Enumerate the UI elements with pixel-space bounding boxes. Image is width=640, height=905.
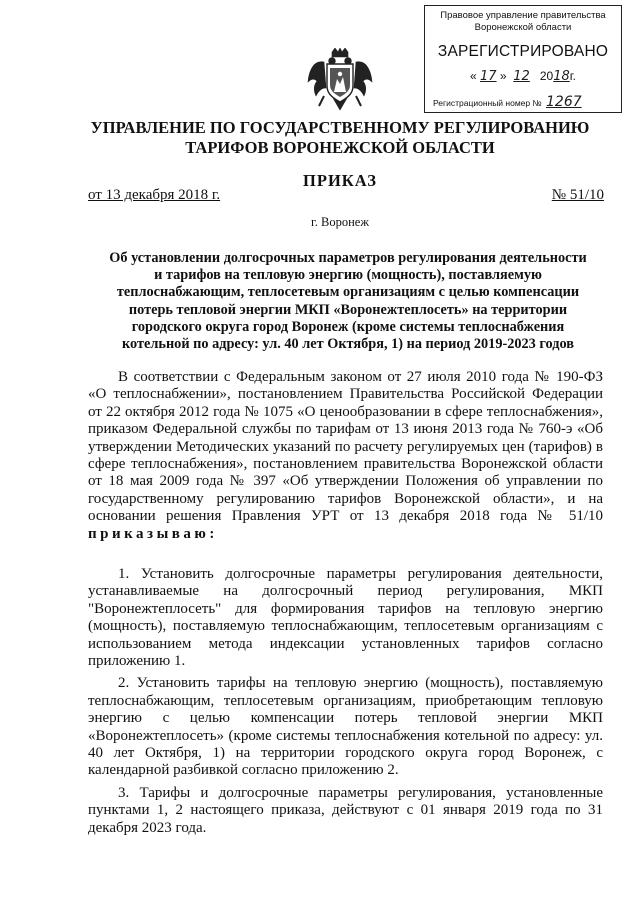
stamp-date-month: 12	[513, 69, 530, 84]
department-title-line-1: УПРАВЛЕНИЕ ПО ГОСУДАРСТВЕННОМУ РЕГУЛИРОВАНИЮ	[90, 118, 590, 137]
stamp-date-day: 17	[480, 69, 497, 84]
stamp-reg-number-label: Регистрационный номер №	[433, 98, 542, 108]
stamp-date	[425, 69, 621, 84]
city: г. Воронеж	[311, 215, 369, 229]
department-title-line-2: ТАРИФОВ ВОРОНЕЖСКОЙ ОБЛАСТИ	[185, 138, 495, 157]
stamp-date-year-prefix: 20	[539, 69, 554, 83]
preamble-text: В соответствии с Федеральным законом от 27 июля 2010 года № 190-ФЗ «О теплоснабжении», постановлением Правительства Российской Федерации от 22 октября 2012 года № 1075 «О ценообразовании в сфере теплоснабжения», приказом Федеральной службы по тарифам от 13 июня 2013 года № 760-э «Об утверждении Методических указаний по расчету регулируемых цен (тарифов) в сфере теплоснабжения», постановлением правительства Воронежской области от 18 мая 2009 года № 397 «Об утверждении Положения об управлении по государственному регулированию тарифов Воронежской области», и на основании решения Правления УРТ от 13 декабря 2018 года № 51/10	[88, 369, 603, 525]
subject-line: Об установлении долгосрочных параметров регулирования деятельности	[109, 250, 587, 266]
stamp-reg-number-row	[433, 94, 582, 110]
stamp-registered-label: ЗАРЕГИСТРИРОВАНО	[437, 43, 609, 60]
order-number: № 51/10	[551, 187, 604, 203]
subject-line: котельной по адресу: ул. 40 лет Октября, 1) на период 2019-2023 годов	[121, 336, 575, 353]
stamp-date-open-quote: «	[470, 69, 477, 83]
order-word: приказываю:	[88, 525, 218, 542]
registration-stamp	[424, 5, 622, 113]
order-item: 2. Установить тарифы на тепловую энергию (мощность), поставляемую теплоснабжающим, теплосетевым организациям, приобретающим тепловую энергию с целью компенсации потерь тепловой энергии МКП «Воронежтеплосеть» (кроме системы теплоснабжения котельной по адресу: ул. 40 лет Октября, 1) на территории городского округа город Воронеж, с календарной разбивкой согласно приложению 2.	[88, 675, 603, 779]
subject-line: потерь тепловой энергии МКП «Воронежтеплосеть» на территории	[128, 301, 568, 318]
stamp-date-close-quote: »	[499, 69, 507, 83]
preamble	[88, 369, 603, 543]
stamp-date-year-end: г.	[569, 69, 576, 83]
stamp-date-year-suffix: 18	[553, 69, 570, 84]
stamp-reg-number: 1267	[546, 94, 582, 110]
order-items	[88, 566, 603, 842]
order-subject	[88, 250, 608, 353]
order-item: 3. Тарифы и долгосрочные параметры регулирования, установленные пунктами 1, 2 настоящего приказа, действуют с 01 января 2019 года по 31 декабря 2023 года.	[88, 784, 603, 836]
stamp-organization: Правовое управление правительства Воронежской области	[440, 10, 606, 33]
subject-line: и тарифов на тепловую энергию (мощность), поставляемую	[154, 267, 542, 284]
subject-line: городского округа город Воронеж (кроме системы теплоснабжения	[131, 318, 565, 335]
coat-of-arms-icon	[306, 48, 374, 116]
order-item: 1. Установить долгосрочные параметры регулирования деятельности, устанавливаемые на долгосрочный период регулирования, МКП "Воронежтеплосеть" для формирования тарифов на тепловую энергию (мощность), поставляемую теплоснабжающим, теплосетевым организациям с использованием метода индексации установленных тарифов согласно приложению 1.	[88, 566, 603, 670]
subject-line: теплоснабжающим, теплосетевым организациям с целью компенсации	[116, 284, 580, 301]
preamble-paragraph	[88, 369, 603, 543]
order-date: от 13 декабря 2018 г.	[88, 187, 221, 203]
document-type: ПРИКАЗ	[303, 171, 377, 190]
